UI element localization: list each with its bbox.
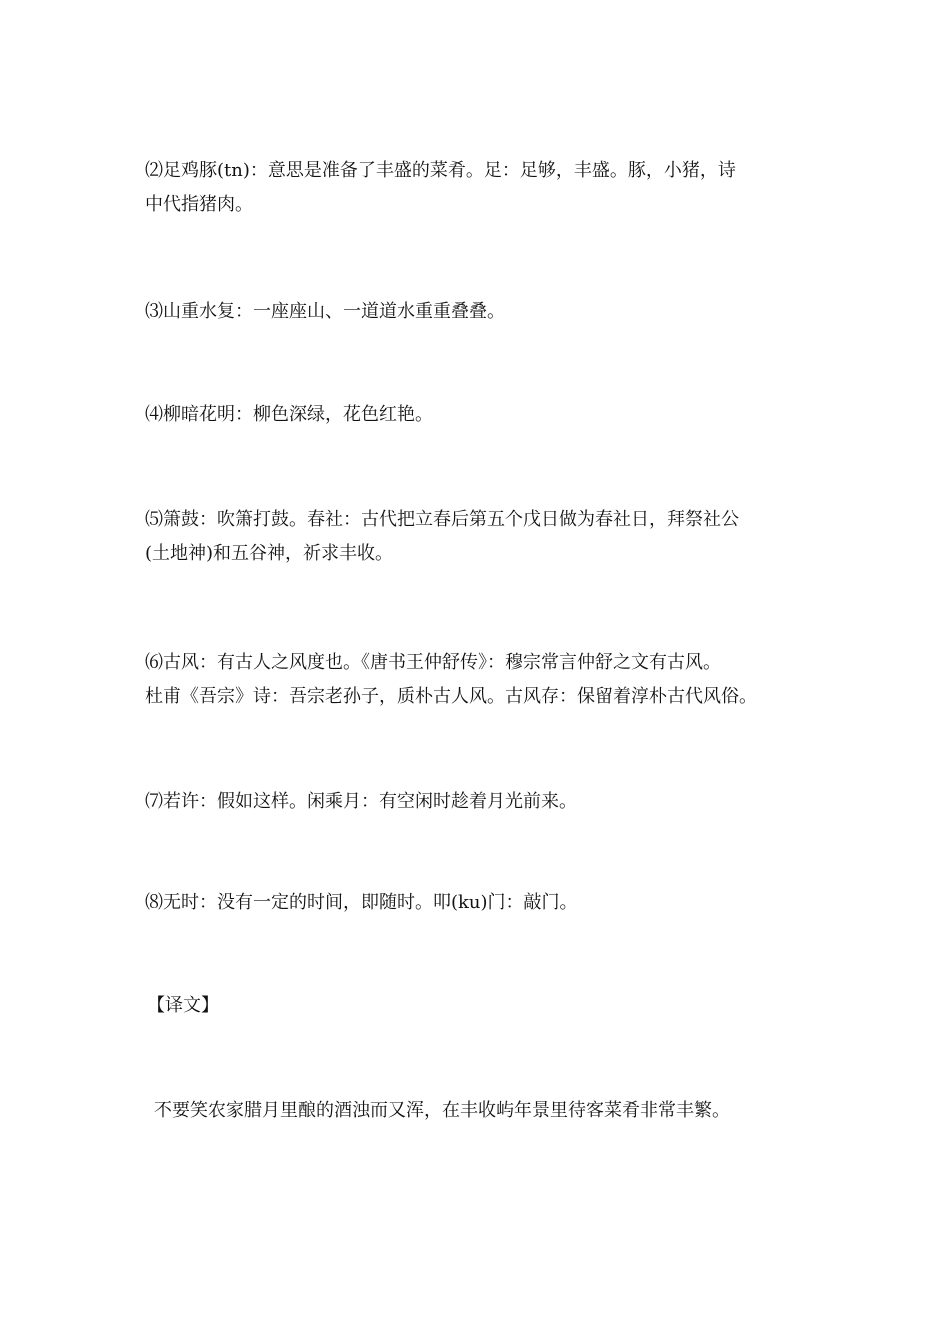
note-5 [145, 503, 805, 571]
note-line: ⑻无时：没有一定的时间，即随时。叩(ku)门：敲门。 [145, 892, 578, 913]
note-line: ⑸箫鼓：吹箫打鼓。春社：古代把立春后第五个戊日做为春社日，拜祭社公 [145, 509, 739, 530]
note-6 [145, 646, 805, 714]
note-line: ⑺若许：假如这样。闲乘月：有空闲时趁着月光前来。 [145, 791, 577, 812]
note-line: ⑷柳暗花明：柳色深绿，花色红艳。 [145, 404, 433, 425]
note-line: ⑶山重水复：一座座山、一道道水重重叠叠。 [145, 301, 505, 322]
note-4 [145, 398, 805, 432]
note-line: ⑵足鸡豚(tn)：意思是准备了丰盛的菜肴。足：足够，丰盛。豚，小猪，诗 [145, 160, 736, 181]
note-7 [145, 785, 805, 819]
note-8 [145, 886, 805, 920]
note-3 [145, 295, 805, 329]
translation-line: 不要笑农家腊月里酿的酒浊而又浑，在丰收屿年景里待客菜肴非常丰繁。 [154, 1100, 730, 1121]
translation-heading: 【译文】 [147, 995, 219, 1016]
note-line: (土地神)和五谷神，祈求丰收。 [145, 543, 394, 564]
note-2 [145, 154, 805, 222]
note-line: ⑹古风：有古人之风度也。《唐书王仲舒传》：穆宗常言仲舒之文有古风。 [145, 652, 721, 673]
note-line: 杜甫《吾宗》诗：吾宗老孙子，质朴古人风。古风存：保留着淳朴古代风俗。 [145, 686, 757, 707]
note-line: 中代指猪肉。 [145, 194, 253, 215]
translation-text [154, 1094, 814, 1128]
